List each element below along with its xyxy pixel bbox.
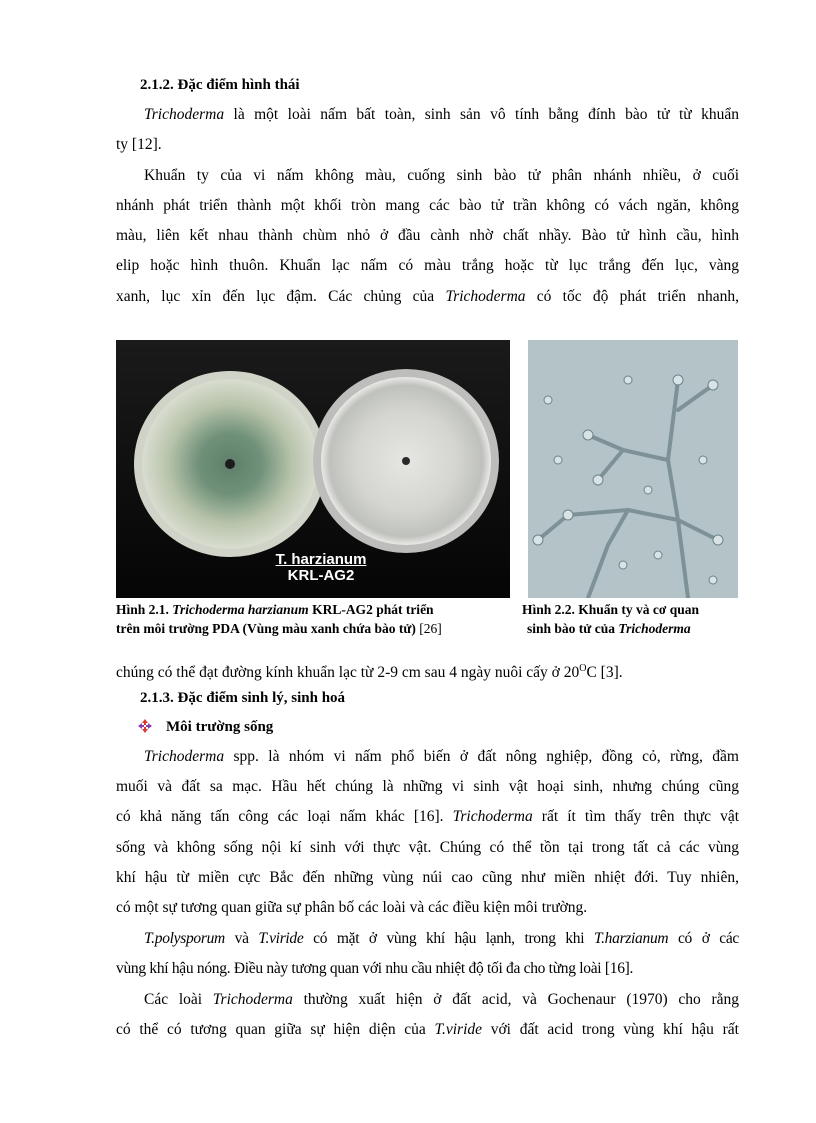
microscope-photo (528, 340, 738, 598)
paragraph-line (144, 930, 739, 948)
italic-term: T.viride (434, 1021, 483, 1038)
paragraph-line (144, 748, 739, 766)
italic-term: T.polysporum (144, 930, 225, 947)
text-span: và (224, 930, 259, 947)
text-span: chúng có thể đạt đường kính khuẩn lạc từ 2-9 cm sau 4 ngày nuôi cấy ở 20 (116, 664, 580, 682)
section-heading-213: 2.1.3. Đặc điểm sinh lý, sinh hoá (140, 690, 346, 706)
paragraph-line: ty [12]. (116, 136, 162, 153)
figure-petri-dishes (116, 340, 510, 598)
superscript: O (579, 663, 587, 674)
italic-term: Trichoderma (144, 748, 225, 765)
paragraph-line: elip hoặc hình thuôn. Khuẩn lạc nấm có màu trắng hoặc từ lục trắng đến lục, vàng (116, 257, 739, 274)
paragraph-line (144, 991, 739, 1009)
paragraph-line (116, 1021, 739, 1039)
text-span: có khả năng tấn công các loại nấm khác [16]. (116, 808, 453, 825)
italic-term: Trichoderma (445, 288, 526, 305)
text-span: có thể có tương quan giữa sự hiện diện của (116, 1021, 435, 1038)
paragraph-line (116, 288, 739, 306)
text-span: là một loài nấm bất toàn, sinh sản vô tính bằng đính bào tử từ khuẩn (224, 106, 739, 123)
caption-italic: Trichoderma harzianum (172, 602, 309, 617)
text-span: có mặt ở vùng khí hậu lạnh, trong khi (303, 930, 594, 947)
caption-text: trên môi trường PDA (Vùng màu xanh chứa bào tử) (116, 621, 416, 636)
caption-italic: Trichoderma (618, 621, 691, 636)
photo-label-strain: KRL-AG2 (287, 567, 355, 584)
text-span: spp. là nhóm vi nấm phổ biến ở đất nông nghiệp, đồng cỏ, rừng, đầm (224, 748, 739, 765)
text-span: thường xuất hiện ở đất acid, và Gochenaur (1970) cho rằng (292, 991, 739, 1008)
paragraph-line: màu, liên kết nhau thành chùm nhỏ ở đầu cành nhờ chất nhầy. Bào tử hình cầu, hình (116, 227, 739, 244)
paragraph-line: nhánh phát triển thành một khối tròn mang các bào tử trần không có vách ngăn, không (116, 197, 739, 214)
figure-microscope-hyphae (528, 340, 738, 598)
paragraph-line (116, 808, 739, 826)
figure-1-caption (116, 600, 434, 619)
caption-text: KRL-AG2 phát triển (308, 602, 434, 617)
caption-text: Hình 2.1. (116, 602, 173, 617)
subheading-habitat: Môi trường sống (166, 719, 274, 735)
photo-label (266, 552, 376, 584)
text-span: có ở các (668, 930, 740, 947)
paragraph-line: sống và không sống nội kí sinh với thực vật. Chúng có thể tồn tại trong tất cả các vùng (116, 839, 739, 856)
text-span: xanh, lục xỉn đến lục đậm. Các chủng của (116, 288, 446, 305)
four-arrows-bullet-icon (138, 719, 152, 733)
text-span: với đất acid trong vùng khí hậu rất (482, 1021, 739, 1038)
italic-term: Trichoderma (452, 808, 533, 825)
section-heading-212: 2.1.2. Đặc điểm hình thái (140, 77, 300, 93)
figure-2-caption-line2 (527, 619, 691, 638)
caption-reference: [26] (415, 621, 442, 636)
caption-text: sinh bào tử của (527, 621, 619, 636)
text-span: C [3]. (586, 664, 623, 682)
italic-term: Trichoderma (212, 991, 293, 1008)
text-span: rất ít tìm thấy trên thực vật (532, 808, 740, 825)
figure-1-caption-line2 (116, 619, 442, 638)
text-span: có tốc độ phát triển nhanh, (525, 288, 739, 305)
photo-label-species: T. harzianum (275, 551, 367, 568)
paragraph-line: có một sự tương quan giữa sự phân bố các loài và các điều kiện môi trường. (116, 899, 588, 916)
text-span: Các loài (144, 991, 213, 1008)
paragraph-line (116, 660, 739, 682)
paragraph-line (144, 106, 739, 124)
italic-term: Trichoderma (144, 106, 225, 123)
paragraph-line: vùng khí hậu nóng. Điều này tương quan với nhu cầu nhiệt độ tối đa cho từng loài [16]. (116, 960, 634, 977)
paragraph-line: khí hậu từ miền cực Bắc đến những vùng núi cao cũng như miền nhiệt đới. Tuy nhiên, (116, 869, 739, 886)
figure-2-caption: Hình 2.2. Khuẩn ty và cơ quan (522, 602, 700, 617)
paragraph-line: muối và đất sa mạc. Hầu hết chúng là những vi sinh vật hoại sinh, nhưng chúng cũng (116, 778, 739, 795)
italic-term: T.viride (258, 930, 304, 947)
italic-term: T.harzianum (593, 930, 669, 947)
paragraph-line: Khuẩn ty của vi nấm không màu, cuống sinh bào tử phân nhánh nhiều, ở cuối (144, 167, 739, 184)
